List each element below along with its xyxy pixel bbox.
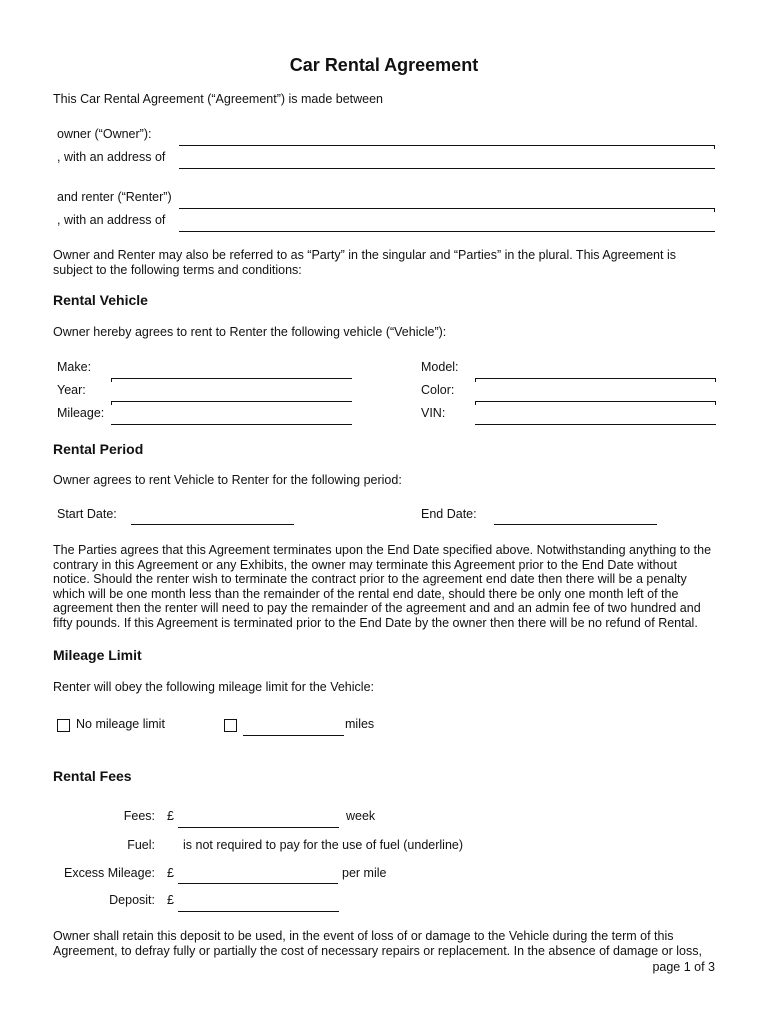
rental-fees-heading: Rental Fees — [53, 768, 132, 784]
vin-label: VIN: — [421, 406, 446, 420]
excess-suffix: per mile — [342, 866, 387, 880]
fees-currency: £ — [167, 809, 174, 823]
mileage-limit-heading: Mileage Limit — [53, 647, 142, 663]
renter-field-tick — [714, 208, 715, 212]
renter-label: and renter (“Renter”) — [57, 190, 172, 204]
renter-name-field[interactable] — [179, 208, 715, 209]
end-date-field[interactable] — [494, 524, 657, 525]
color-field-tick-left — [475, 401, 476, 405]
model-field[interactable] — [475, 378, 716, 379]
rental-period-intro: Owner agrees to rent Vehicle to Renter for the following period: — [53, 473, 402, 487]
fees-field[interactable] — [178, 827, 339, 828]
no-mileage-limit-checkbox[interactable] — [57, 719, 70, 732]
make-field-tick — [111, 378, 112, 382]
color-field[interactable] — [475, 401, 716, 402]
mileage-field[interactable] — [111, 424, 352, 425]
intro-text: This Car Rental Agreement (“Agreement”) is made between — [53, 92, 384, 106]
year-field[interactable] — [111, 401, 352, 402]
year-field-tick — [111, 401, 112, 405]
owner-address-label: , with an address of — [57, 150, 166, 164]
deposit-field[interactable] — [178, 911, 339, 912]
start-date-label: Start Date: — [57, 507, 117, 521]
rental-vehicle-heading: Rental Vehicle — [53, 292, 148, 308]
termination-paragraph: The Parties agrees that this Agreement terminates upon the End Date specified above. Notwithstanding anything to the contrary in this Agreement or any Exhibits, the owner may terminate this Agreement prior to the End Date without notice. Should the renter wish to terminate the contract prior to the agreement end date then there will be a penalty which will be one month less than the remainder of the rental end date, should there be only one month left of the agreement then the renter will need to pay the remainder of the agreement and and an admin fee of two hundred and fifty pounds. If this Agreement is terminated prior to the End Date by the owner then there will be no refund of Rental. — [53, 543, 712, 630]
owner-name-field[interactable] — [179, 145, 715, 146]
excess-mileage-field[interactable] — [178, 883, 338, 884]
owner-field-tick — [714, 145, 715, 149]
color-field-tick-right — [715, 401, 716, 405]
mileage-label: Mileage: — [57, 406, 105, 420]
deposit-paragraph: Owner shall retain this deposit to be used, in the event of loss of or damage to the Vehicle during the term of this Agreement, to defray fully or partially the cost of necessary repairs or replacement. In the absence of damage or loss, — [53, 929, 702, 958]
fees-suffix: week — [346, 809, 376, 823]
start-date-field[interactable] — [131, 524, 294, 525]
year-label: Year: — [57, 383, 86, 397]
vin-field[interactable] — [475, 424, 716, 425]
fuel-label: Fuel: — [127, 838, 155, 852]
color-label: Color: — [421, 383, 455, 397]
mileage-limit-field[interactable] — [243, 735, 344, 736]
rental-vehicle-intro: Owner hereby agrees to rent to Renter the following vehicle (“Vehicle”): — [53, 325, 447, 339]
fees-label: Fees: — [123, 809, 155, 823]
model-field-tick-left — [475, 378, 476, 382]
rental-period-heading: Rental Period — [53, 441, 144, 457]
model-label: Model: — [421, 360, 459, 374]
model-field-tick-right — [715, 378, 716, 382]
mileage-limit-intro: Renter will obey the following mileage limit for the Vehicle: — [53, 680, 374, 694]
end-date-label: End Date: — [421, 507, 477, 521]
page-number: page 1 of 3 — [652, 960, 715, 974]
owner-label: owner (“Owner”): — [57, 127, 152, 141]
fuel-text: is not required to pay for the use of fuel (underline) — [183, 838, 464, 852]
owner-address-field[interactable] — [179, 168, 715, 169]
make-field[interactable] — [111, 378, 352, 379]
renter-address-label: , with an address of — [57, 213, 166, 227]
make-label: Make: — [57, 360, 92, 374]
miles-label: miles — [345, 717, 375, 731]
parties-paragraph: Owner and Renter may also be referred to as “Party” in the singular and “Parties” in the plural. This Agreement is subject to the following terms and conditions: — [53, 248, 676, 277]
excess-currency: £ — [167, 866, 174, 880]
excess-mileage-label: Excess Mileage: — [63, 866, 155, 880]
deposit-label: Deposit: — [109, 893, 155, 907]
mileage-limit-checkbox[interactable] — [224, 719, 237, 732]
deposit-currency: £ — [167, 893, 174, 907]
renter-address-field[interactable] — [179, 231, 715, 232]
no-mileage-limit-label: No mileage limit — [76, 717, 165, 731]
document-title: Car Rental Agreement — [289, 55, 479, 75]
